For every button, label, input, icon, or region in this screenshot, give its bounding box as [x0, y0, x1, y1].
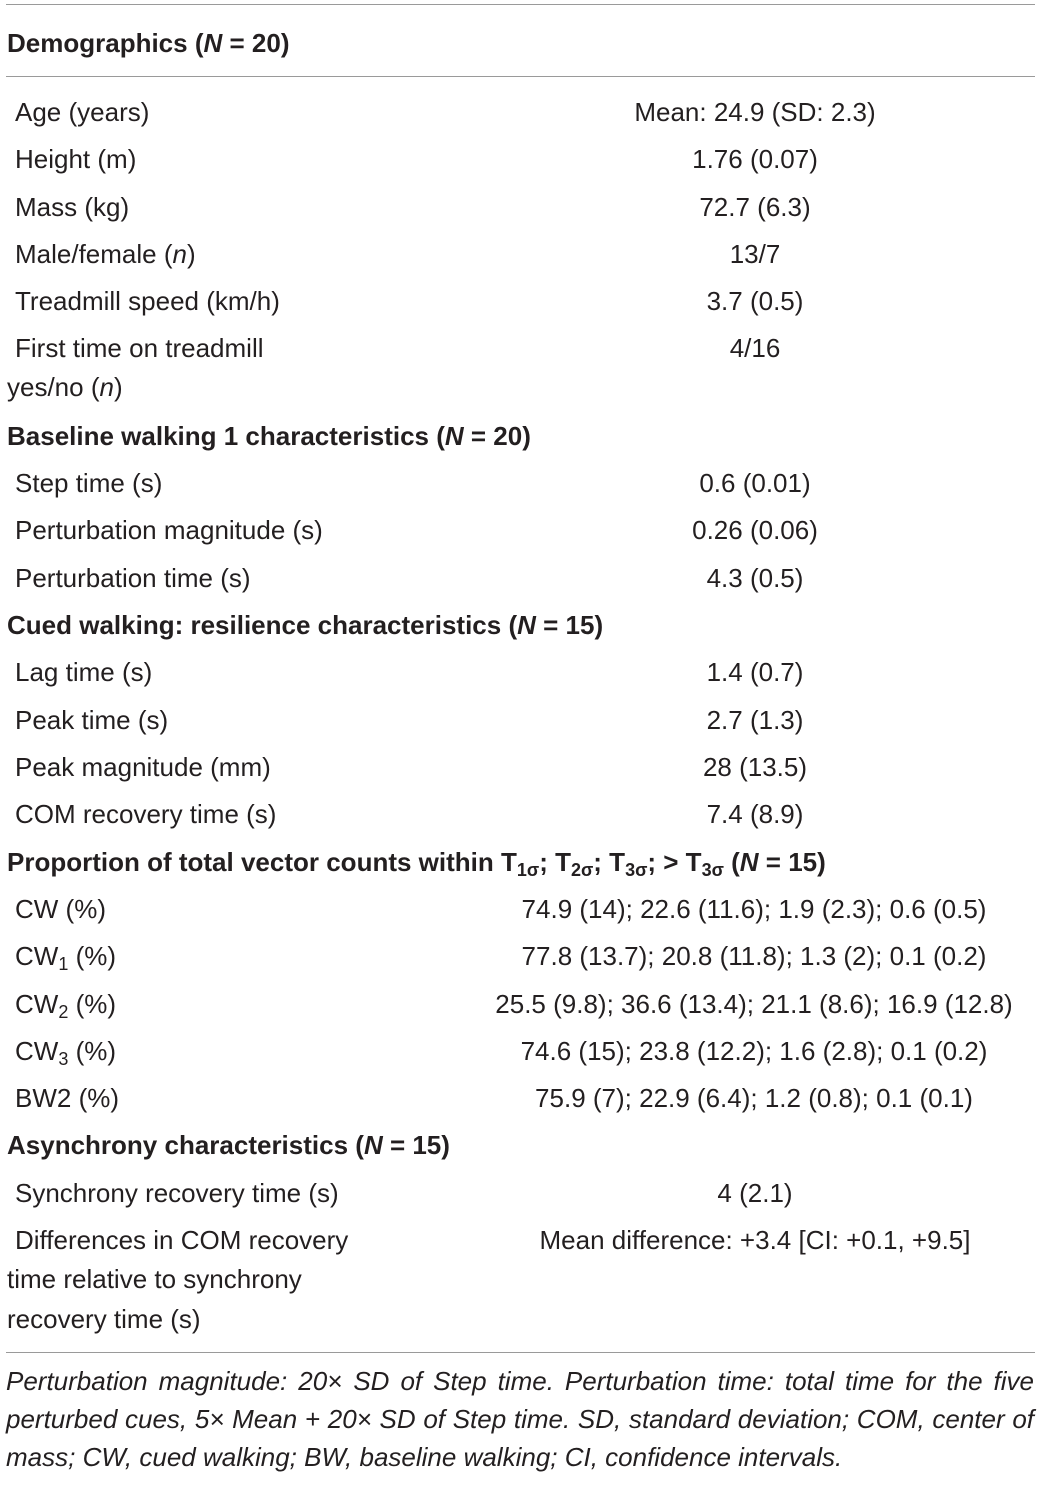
row-value-cw2: 25.5 (9.8); 36.6 (13.4); 21.1 (8.6); 16.9 (12.8)	[495, 989, 1013, 1019]
row-label-bw2: BW2 (%)	[15, 1083, 119, 1113]
row-label-peak-time: Peak time (s)	[15, 705, 169, 735]
section-title-cued: Cued walking: resilience characteristics (N = 15)	[7, 610, 604, 640]
section-title-baseline: Baseline walking 1 characteristics (N = 20)	[7, 421, 531, 451]
row-value-pert-time: 4.3 (0.5)	[706, 563, 804, 593]
row-label-height: Height (m)	[15, 144, 137, 174]
section-title-demographics: Demographics (N = 20)	[7, 28, 290, 58]
row-value-peak-time: 2.7 (1.3)	[706, 705, 804, 735]
row-label-speed: Treadmill speed (km/h)	[15, 286, 280, 316]
row-label-pert-magnitude: Perturbation magnitude (s)	[15, 515, 323, 545]
row-value-height: 1.76 (0.07)	[692, 144, 818, 174]
row-label-pert-time: Perturbation time (s)	[15, 563, 251, 593]
row-value-cw3: 74.6 (15); 23.8 (12.2); 1.6 (2.8); 0.1 (0.2)	[520, 1036, 988, 1066]
row-label-step-time: Step time (s)	[15, 468, 163, 498]
row-label-mass: Mass (kg)	[15, 192, 130, 222]
row-value-com-recovery: 7.4 (8.9)	[706, 799, 804, 829]
table-footnote: Perturbation magnitude: 20× SD of Step time. Perturbation time: total time for the five perturbed cues, 5× Mean + 20× SD of Step time. SD, standard deviation; COM, center of mass; CW, cued walking; BW, baseline walking; CI, confidence intervals.	[6, 1366, 1034, 1472]
header-rule	[6, 76, 1035, 77]
row-label-com-diff: Differences in COM recovery	[15, 1225, 349, 1255]
row-label-com-diff-line2: time relative to synchrony	[7, 1264, 302, 1294]
row-value-peak-magnitude: 28 (13.5)	[702, 752, 808, 782]
row-label-age: Age (years)	[15, 97, 150, 127]
row-label-com-diff-line3: recovery time (s)	[7, 1304, 201, 1334]
row-value-mass: 72.7 (6.3)	[699, 192, 811, 222]
row-label-lag-time: Lag time (s)	[15, 657, 153, 687]
section-title-proportion: Proportion of total vector counts within $T_{1\sigma}$; $T_{2\sigma}$; $T_{3\sigma}$; > $T_{3\sigma}$ (N = 15)	[7, 847, 826, 880]
row-value-sex: 13/7	[729, 239, 781, 269]
row-label-sync-recovery: Synchrony recovery time (s)	[15, 1178, 339, 1208]
row-label-first-time: First time on treadmill	[15, 333, 264, 363]
row-value-bw2: 75.9 (7); 22.9 (6.4); 1.2 (0.8); 0.1 (0.1)	[535, 1083, 973, 1113]
row-value-age: Mean: 24.9 (SD: 2.3)	[634, 97, 876, 127]
row-label-cw2: $CW_2$ (%)	[15, 989, 117, 1022]
row-value-lag-time: 1.4 (0.7)	[706, 657, 804, 687]
row-value-first-time: 4/16	[729, 333, 781, 363]
row-label-cw3: $CW_3$ (%)	[15, 1036, 117, 1069]
row-label-first-time-line2: yes/no (n)	[7, 372, 123, 402]
row-value-cw1: 77.8 (13.7); 20.8 (11.8); 1.3 (2); 0.1 (0.2)	[521, 941, 987, 971]
row-value-com-diff: Mean difference: +3.4 [CI: +0.1, +9.5]	[539, 1225, 971, 1255]
row-value-sync-recovery: 4 (2.1)	[717, 1178, 793, 1208]
section-title-asynchrony: Asynchrony characteristics (N = 15)	[7, 1130, 450, 1160]
bottom-rule	[6, 1352, 1035, 1353]
row-value-speed: 3.7 (0.5)	[706, 286, 804, 316]
row-label-com-recovery: COM recovery time (s)	[15, 799, 277, 829]
row-label-cw: CW (%)	[15, 894, 106, 924]
row-value-cw: 74.9 (14); 22.6 (11.6); 1.9 (2.3); 0.6 (0.5)	[521, 894, 987, 924]
row-label-cw1: $CW_1$ (%)	[15, 941, 117, 974]
row-value-pert-magnitude: 0.26 (0.06)	[692, 515, 818, 545]
top-rule	[6, 4, 1035, 5]
row-value-step-time: 0.6 (0.01)	[699, 468, 811, 498]
row-label-peak-magnitude: Peak magnitude (mm)	[15, 752, 271, 782]
row-label-sex: Male/female (n)	[15, 239, 196, 269]
